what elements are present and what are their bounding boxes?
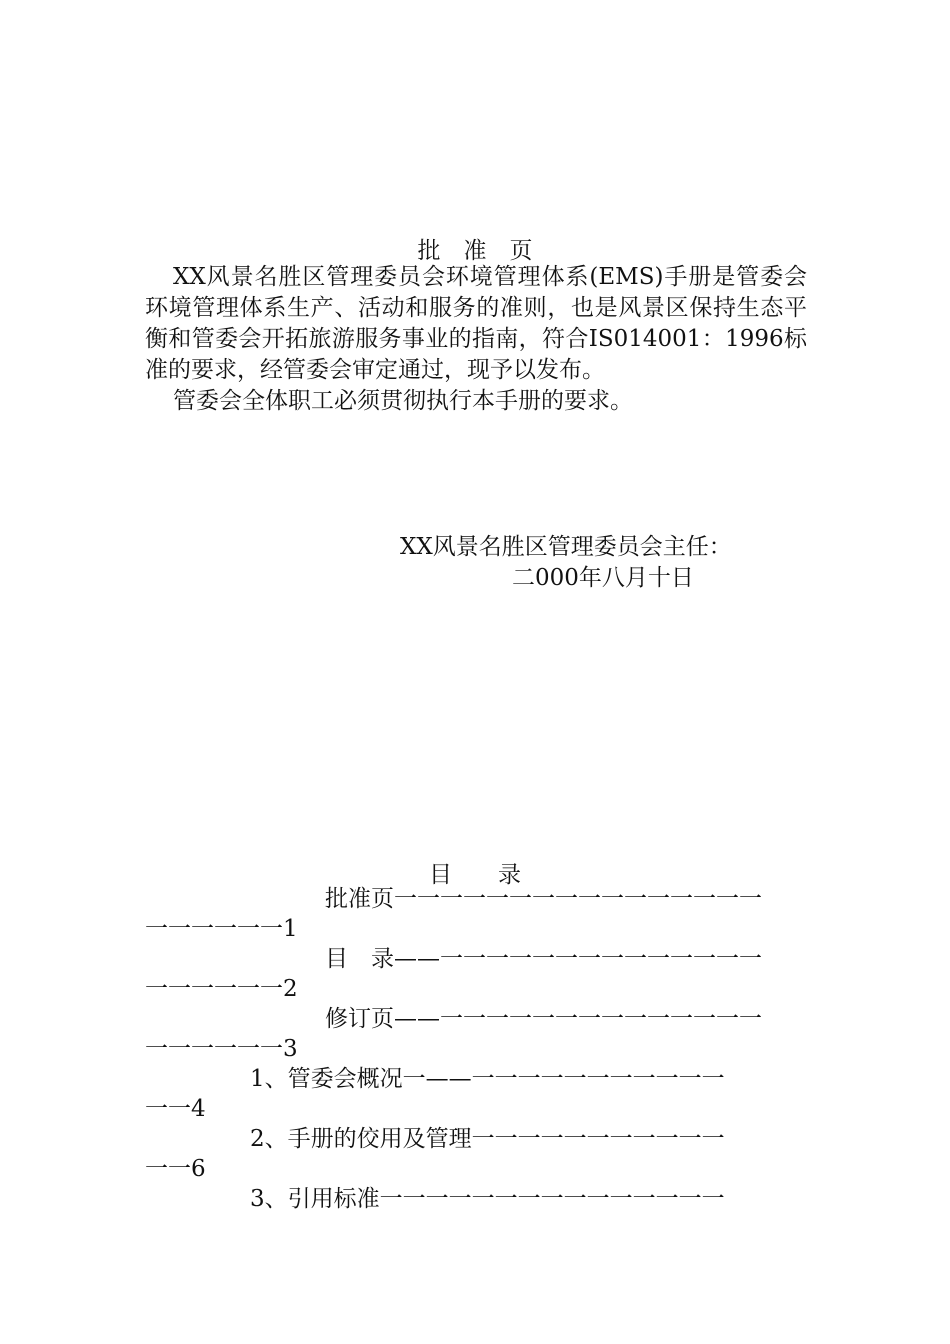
- signature-line: XX风景名胜区管理委员会主任：: [400, 534, 732, 560]
- toc-entry-page: 一一一一一一3: [145, 1036, 298, 1062]
- toc-entry-text: 目 录——一一一一一一一一一一一一一一: [325, 946, 762, 972]
- approval-paragraph-2: 管委会全体职工必须贯彻执行本手册的要求。: [173, 388, 633, 414]
- toc-entry: [145, 1064, 807, 1124]
- toc-entry-text: 1、管委会概况一——一一一一一一一一一一一: [250, 1066, 725, 1092]
- toc-entry-page: 一一一一一一2: [145, 976, 298, 1002]
- toc-entry-text: 3、引用标准一一一一一一一一一一一一一一一: [250, 1186, 725, 1212]
- toc-entry-page: 一一一一一一1: [145, 916, 298, 942]
- toc-entry: [145, 944, 807, 1004]
- toc-entry-text: 批准页一一一一一一一一一一一一一一一一: [325, 886, 762, 912]
- approval-paragraph-1: XX风景名胜区管理委员会环境管理体系(EMS)手册是管委会环境管理体系生产、活动和服务的准则，也是风景区保持生态平衡和管委会开拓旅游服务事业的指南，符合IS014001：1996标准的要求，经管委会审定通过，现予以发布。: [145, 264, 807, 383]
- table-of-contents: [145, 884, 807, 1214]
- approval-body: [145, 262, 807, 417]
- toc-title: 目 录: [429, 862, 521, 888]
- toc-entry: [145, 1184, 807, 1214]
- toc-entry-page: 一一6: [145, 1156, 206, 1182]
- toc-entry: [145, 1004, 807, 1064]
- toc-entry: [145, 1124, 807, 1184]
- toc-entry-text: 修订页——一一一一一一一一一一一一一一: [325, 1006, 762, 1032]
- toc-entry-text: 2、手册的佼用及管理一一一一一一一一一一一: [250, 1126, 725, 1152]
- toc-entry-page: 一一4: [145, 1096, 206, 1122]
- approval-page-title: 批 准 页: [417, 238, 533, 264]
- toc-entry: [145, 884, 807, 944]
- signature-date: 二000年八月十日: [512, 565, 694, 591]
